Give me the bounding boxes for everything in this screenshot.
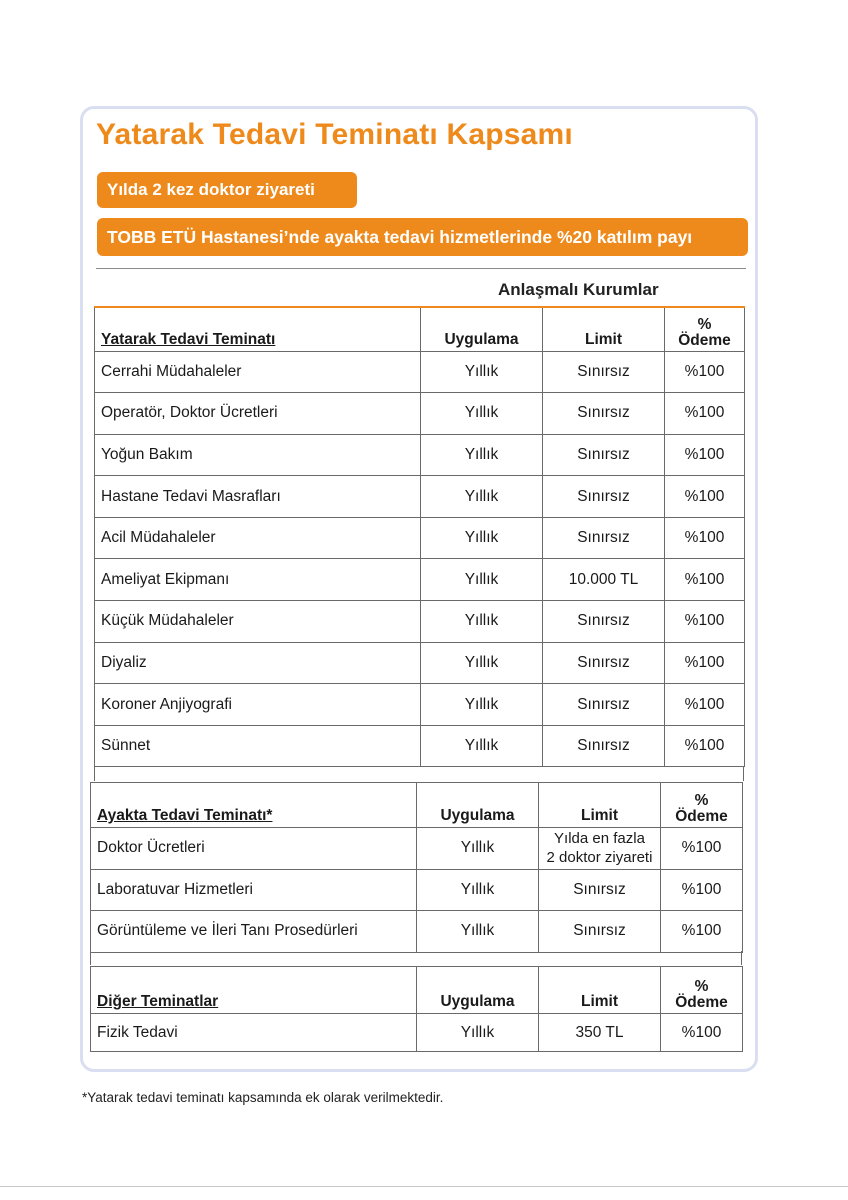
coverage-name: Yoğun Bakım [95,434,421,476]
payment-cell: %100 [665,351,745,393]
page-title: Yatarak Tedavi Teminatı Kapsamı [96,118,573,151]
application-cell: Yıllık [421,601,543,643]
table-header-row [91,967,743,1014]
application-cell: Yıllık [421,393,543,435]
payment-cell: %100 [665,393,745,435]
limit-cell: Sınırsız [543,434,665,476]
coverage-name: Cerrahi Müdahaleler [95,351,421,393]
limit-cell [539,828,661,870]
payment-cell: %100 [661,1014,743,1052]
payment-cell: %100 [665,559,745,601]
limit-cell: Sınırsız [543,476,665,518]
table-row [95,684,745,726]
column-header-application: Uygulama [421,307,543,351]
coverage-name: Ameliyat Ekipmanı [95,559,421,601]
table-gap [94,767,744,781]
limit-cell: Sınırsız [543,725,665,767]
limit-cell: Sınırsız [543,684,665,726]
payment-cell: %100 [665,642,745,684]
column-header-application: Uygulama [417,783,539,828]
application-cell: Yıllık [421,725,543,767]
application-cell: Yıllık [421,434,543,476]
payment-cell: %100 [665,725,745,767]
limit-line-1: Yılda en fazla [554,830,645,848]
coverage-name: Operatör, Doktor Ücretleri [95,393,421,435]
application-cell: Yıllık [417,869,539,911]
table-row [91,869,743,911]
application-cell: Yıllık [421,517,543,559]
coverage-name: Küçük Müdahaleler [95,601,421,643]
table-row [95,351,745,393]
coverage-name: Sünnet [95,725,421,767]
coverage-name: Diyaliz [95,642,421,684]
payment-cell: %100 [665,684,745,726]
limit-cell: Sınırsız [543,517,665,559]
application-cell: Yıllık [417,828,539,870]
payment-cell: %100 [665,476,745,518]
section-title: Anlaşmalı Kurumlar [498,280,659,299]
table-row [95,642,745,684]
coverage-name: Laboratuvar Hizmetleri [91,869,417,911]
coverage-name: Acil Müdahaleler [95,517,421,559]
limit-cell: Sınırsız [543,601,665,643]
table-row [91,1014,743,1052]
limit-cell: 10.000 TL [543,559,665,601]
coverage-name: Hastane Tedavi Masrafları [95,476,421,518]
payment-cell: %100 [665,601,745,643]
other-coverage-table [90,966,743,1052]
coverage-name: Doktor Ücretleri [91,828,417,870]
limit-cell: Sınırsız [543,393,665,435]
payment-label: Ödeme [675,808,728,825]
copay-banner: TOBB ETÜ Hastanesi’nde ayakta tedavi hizmetlerinde %20 katılım payı [97,218,748,256]
table-row [95,434,745,476]
column-header-limit: Limit [539,783,661,828]
percent-sign: % [697,315,712,333]
column-header-coverage: Yatarak Tedavi Teminatı [95,307,421,351]
table-row [95,393,745,435]
coverage-name: Görüntüleme ve İleri Tanı Prosedürleri [91,911,417,953]
doctor-visit-banner: Yılda 2 kez doktor ziyareti [97,172,357,208]
table-row [95,601,745,643]
limit-line-2: 2 doktor ziyareti [546,849,653,867]
application-cell: Yıllık [417,1014,539,1052]
column-header-payment [661,783,743,828]
payment-cell: %100 [661,828,743,870]
limit-cell: 350 TL [539,1014,661,1052]
payment-cell: %100 [661,911,743,953]
payment-cell: %100 [665,434,745,476]
table-row [95,559,745,601]
payment-label: Ödeme [678,331,731,349]
coverage-name: Fizik Tedavi [91,1014,417,1052]
table-row [95,476,745,518]
column-header-limit: Limit [543,307,665,351]
payment-cell: %100 [661,869,743,911]
table-row [91,911,743,953]
table-header-row [95,307,745,351]
column-header-application: Uygulama [417,967,539,1014]
percent-sign: % [694,978,709,995]
limit-cell: Sınırsız [543,642,665,684]
column-header-coverage: Diğer Teminatlar [91,967,417,1014]
limit-cell: Sınırsız [539,869,661,911]
limit-cell: Sınırsız [539,911,661,953]
column-header-limit: Limit [539,967,661,1014]
application-cell: Yıllık [421,476,543,518]
page-edge-line [0,1186,848,1187]
table-header-row [91,783,743,828]
application-cell: Yıllık [421,642,543,684]
application-cell: Yıllık [417,911,539,953]
divider [96,268,746,269]
table-row [95,517,745,559]
column-header-coverage: Ayakta Tedavi Teminatı* [91,783,417,828]
table-row [91,828,743,870]
coverage-name: Koroner Anjiyografi [95,684,421,726]
footnote: *Yatarak tedavi teminatı kapsamında ek olarak verilmektedir. [82,1090,444,1105]
outpatient-table [90,782,743,953]
limit-cell: Sınırsız [543,351,665,393]
payment-cell: %100 [665,517,745,559]
table-gap [90,951,742,965]
percent-sign: % [694,792,709,809]
column-header-payment [661,967,743,1014]
application-cell: Yıllık [421,351,543,393]
inpatient-table [94,306,745,767]
payment-label: Ödeme [675,994,728,1011]
column-header-payment [665,307,745,351]
application-cell: Yıllık [421,684,543,726]
application-cell: Yıllık [421,559,543,601]
table-row [95,725,745,767]
